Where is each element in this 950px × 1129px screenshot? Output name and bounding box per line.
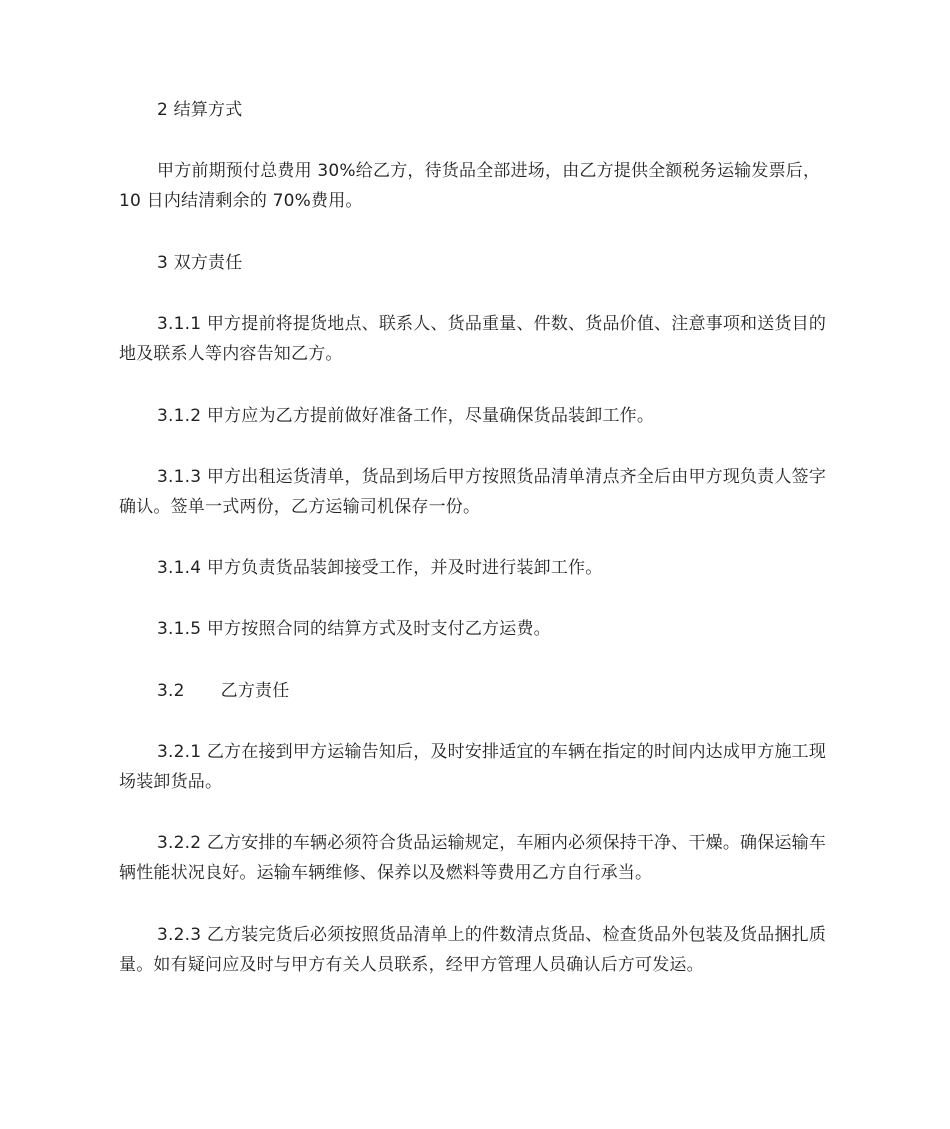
paragraph-3-1-5: 3.1.5 甲方按照合同的结算方式及时支付乙方运费。	[157, 619, 551, 639]
section-number: 3.2	[157, 681, 185, 701]
paragraph-3-1-2: 3.1.2 甲方应为乙方提前做好准备工作，尽量确保货品装卸工作。	[157, 406, 655, 426]
paragraph-payment-terms: 甲方前期预付总费用 30%给乙方，待货品全部进场，由乙方提供全额税务运输发票后，10 日内结清剩余的 70%费用。	[119, 161, 821, 211]
section-heading-3-2	[119, 676, 831, 706]
section-heading-responsibilities: 3 双方责任	[157, 253, 243, 273]
paragraph-3-1-4: 3.1.4 甲方负责货品装卸接受工作，并及时进行装卸工作。	[157, 558, 603, 578]
paragraph-3-1-1: 3.1.1 甲方提前将提货地点、联系人、货品重量、件数、货品价值、注意事项和送货目的地及联系人等内容告知乙方。	[119, 314, 827, 364]
section-heading-settlement: 2 结算方式	[157, 100, 243, 120]
paragraph-3-2-1: 3.2.1 乙方在接到甲方运输告知后，及时安排适宜的车辆在指定的时间内达成甲方施工现场装卸货品。	[119, 742, 827, 792]
paragraph-3-2-2: 3.2.2 乙方安排的车辆必须符合货品运输规定，车厢内必须保持干净、干燥。确保运输车辆性能状况良好。运输车辆维修、保养以及燃料等费用乙方自行承当。	[119, 833, 827, 883]
section-title: 乙方责任	[220, 681, 290, 701]
paragraph-3-2-3: 3.2.3 乙方装完货后必须按照货品清单上的件数清点货品、检查货品外包装及货品捆扎质量。如有疑问应及时与甲方有关人员联系，经甲方管理人员确认后方可发运。	[119, 925, 827, 975]
paragraph-3-1-3: 3.1.3 甲方出租运货清单，货品到场后甲方按照货品清单清点齐全后由甲方现负责人签字确认。签单一式两份，乙方运输司机保存一份。	[119, 467, 827, 517]
